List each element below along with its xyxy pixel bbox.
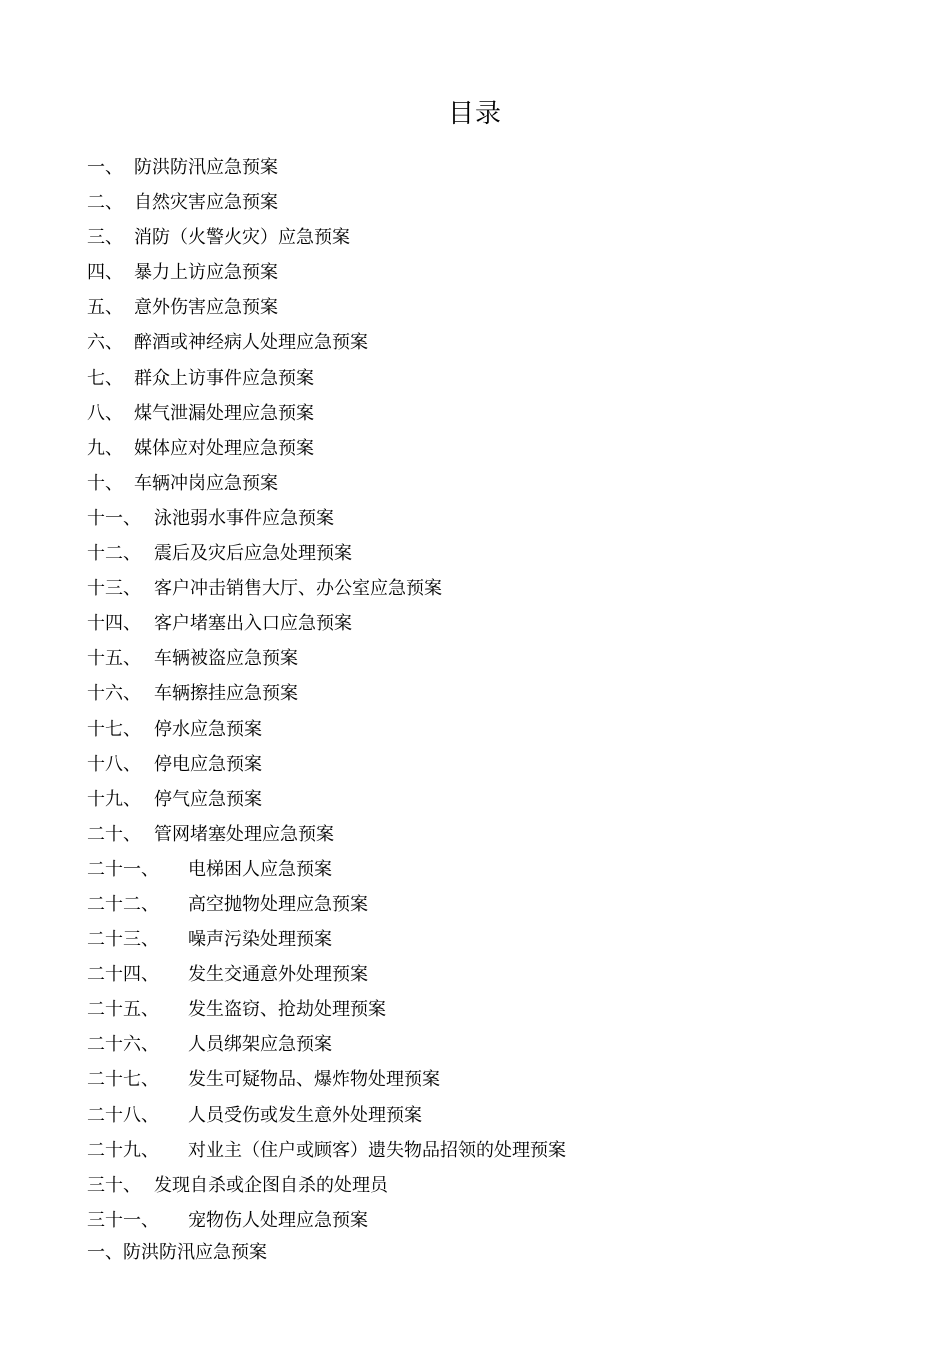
toc-item-number: 二十九、 (87, 1139, 159, 1161)
toc-item-number: 二十三、 (87, 929, 159, 951)
table-of-contents (87, 150, 907, 1238)
toc-item-text: 车辆冲岗应急预案 (134, 472, 278, 494)
toc-item (87, 887, 907, 922)
toc-item-number: 四、 (87, 262, 123, 284)
toc-item (87, 150, 907, 185)
toc-item-text: 停水应急预案 (154, 718, 262, 740)
toc-item-text: 媒体应对处理应急预案 (134, 437, 314, 459)
toc-item (87, 1062, 907, 1097)
toc-item (87, 957, 907, 992)
toc-item-text: 发现自杀或企图自杀的处理员 (154, 1174, 388, 1196)
toc-item-number: 五、 (87, 297, 123, 319)
toc-item-text: 客户冲击销售大厅、办公室应急预案 (154, 578, 442, 600)
toc-item-number: 二十六、 (87, 1034, 159, 1056)
toc-item (87, 992, 907, 1027)
toc-item-text: 停电应急预案 (154, 753, 262, 775)
toc-item-number: 九、 (87, 437, 123, 459)
toc-item-text: 醉酒或神经病人处理应急预案 (134, 332, 368, 354)
toc-item-number: 八、 (87, 402, 123, 424)
toc-item-text: 发生盗窃、抢劫处理预案 (188, 999, 386, 1021)
toc-item-number: 十三、 (87, 578, 141, 600)
toc-item (87, 361, 907, 396)
toc-item (87, 396, 907, 431)
toc-item (87, 1027, 907, 1062)
toc-item-number: 十二、 (87, 543, 141, 565)
toc-item-text: 人员受伤或发生意外处理预案 (188, 1104, 422, 1126)
toc-item-text: 噪声污染处理预案 (188, 929, 332, 951)
toc-item (87, 466, 907, 501)
toc-item (87, 1168, 907, 1203)
toc-item (87, 1133, 907, 1168)
toc-item-number: 二十七、 (87, 1069, 159, 1091)
toc-item-text: 泳池弱水事件应急预案 (154, 507, 334, 529)
toc-item-text: 防洪防汛应急预案 (134, 157, 278, 178)
toc-item-number: 二十二、 (87, 893, 159, 915)
toc-item-number: 三、 (87, 227, 123, 249)
toc-item (87, 571, 907, 606)
toc-item-text: 意外伤害应急预案 (134, 297, 278, 319)
toc-item-number: 二十八、 (87, 1104, 159, 1126)
toc-item-number: 十一、 (87, 507, 141, 529)
toc-item (87, 185, 907, 220)
toc-item-text: 管网堵塞处理应急预案 (154, 823, 334, 845)
toc-item-number: 七、 (87, 367, 123, 389)
toc-item-text: 暴力上访应急预案 (134, 262, 278, 284)
toc-item-text: 煤气泄漏处理应急预案 (134, 402, 314, 424)
toc-item (87, 747, 907, 782)
toc-item-text: 电梯困人应急预案 (188, 858, 332, 880)
toc-item-number: 十、 (87, 472, 123, 494)
toc-item (87, 817, 907, 852)
toc-item-text: 对业主（住户或顾客）遗失物品招领的处理预案 (188, 1139, 566, 1161)
toc-item-text: 自然灾害应急预案 (134, 192, 278, 214)
toc-item (87, 501, 907, 536)
toc-item-text: 车辆被盗应急预案 (154, 648, 298, 670)
toc-item (87, 290, 907, 325)
toc-item-text: 发生交通意外处理预案 (188, 964, 368, 986)
toc-item (87, 712, 907, 747)
toc-item-number: 二十一、 (87, 858, 159, 880)
toc-item-number: 二十四、 (87, 964, 159, 986)
toc-item-number: 十六、 (87, 683, 141, 705)
toc-item (87, 676, 907, 711)
toc-item-text: 震后及灾后应急处理预案 (154, 543, 352, 565)
toc-item-text: 客户堵塞出入口应急预案 (154, 613, 352, 635)
page-title: 目录 (447, 99, 502, 129)
toc-item-text: 宠物伤人处理应急预案 (188, 1209, 368, 1231)
toc-item-number: 十九、 (87, 788, 141, 810)
section-heading: 一、防洪防汛应急预案 (87, 1242, 267, 1263)
toc-item-text: 车辆擦挂应急预案 (154, 683, 298, 705)
toc-item (87, 1098, 907, 1133)
toc-item-number: 六、 (87, 332, 123, 354)
toc-item (87, 325, 907, 360)
toc-item (87, 220, 907, 255)
toc-item-text: 消防（火警火灾）应急预案 (134, 227, 350, 249)
toc-item (87, 606, 907, 641)
toc-item-number: 二十、 (87, 823, 141, 845)
toc-item (87, 1203, 907, 1238)
toc-item-number: 十八、 (87, 753, 141, 775)
toc-item-number: 十四、 (87, 613, 141, 635)
toc-item-number: 十五、 (87, 648, 141, 670)
toc-item (87, 782, 907, 817)
toc-item-text: 停气应急预案 (154, 788, 262, 810)
toc-item-text: 群众上访事件应急预案 (134, 367, 314, 389)
toc-item-number: 三十一、 (87, 1209, 159, 1231)
toc-item (87, 641, 907, 676)
toc-item-number: 二十五、 (87, 999, 159, 1021)
toc-item (87, 852, 907, 887)
toc-item-text: 高空抛物处理应急预案 (188, 893, 368, 915)
toc-item (87, 536, 907, 571)
toc-item-text: 发生可疑物品、爆炸物处理预案 (188, 1069, 440, 1091)
toc-item-number: 十七、 (87, 718, 141, 740)
toc-item-number: 三十、 (87, 1174, 141, 1196)
toc-item (87, 922, 907, 957)
toc-item (87, 431, 907, 466)
toc-item-number: 二、 (87, 192, 123, 214)
toc-item (87, 255, 907, 290)
toc-item-text: 人员绑架应急预案 (188, 1034, 332, 1056)
toc-item-number: 一、 (87, 157, 123, 178)
